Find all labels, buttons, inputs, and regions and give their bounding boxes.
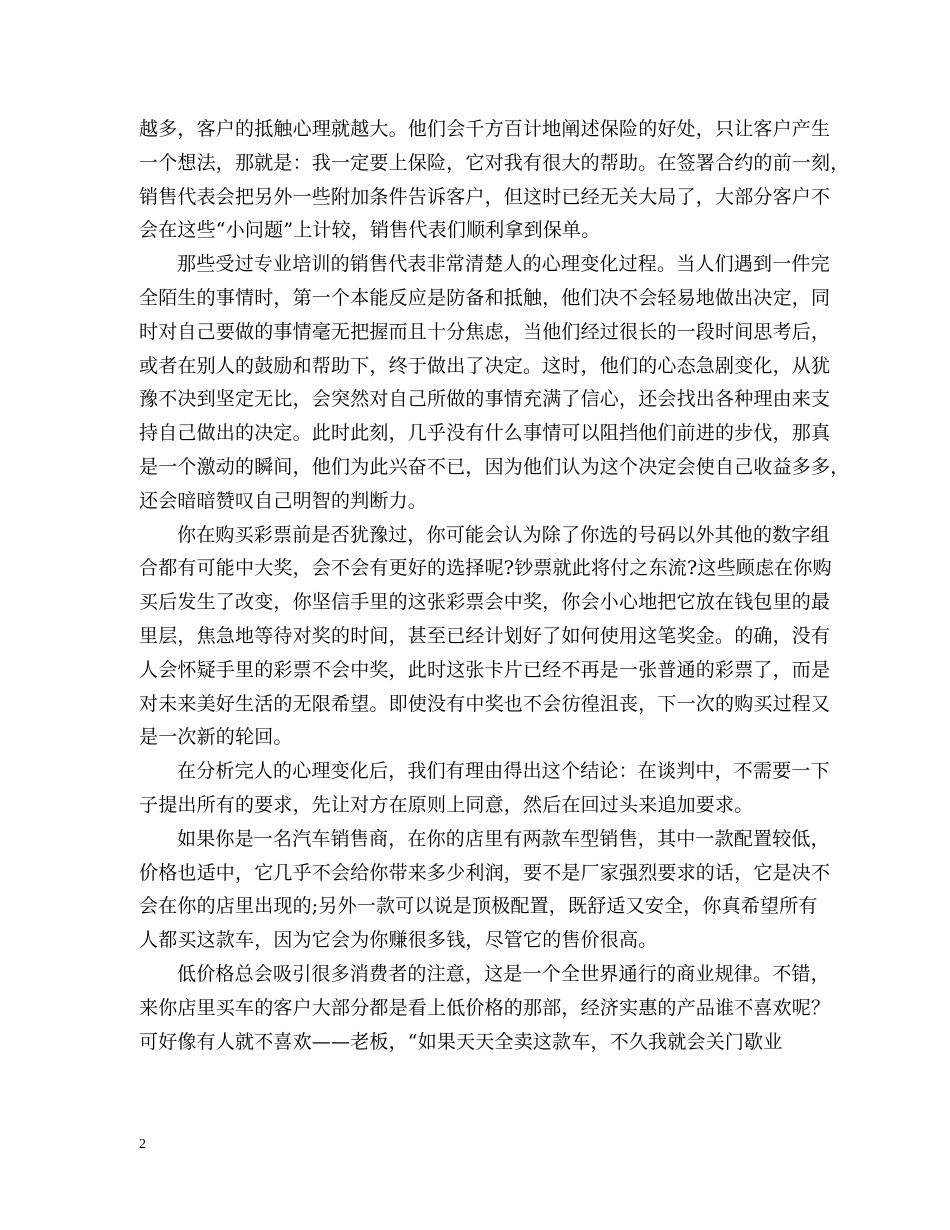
paragraph-line: 时对自己要做的事情毫无把握而且十分焦虑，当他们经过很长的一段时间思考后，: [139, 321, 831, 343]
paragraph-line: 或者在别人的鼓励和帮助下，终于做出了决定。这时，他们的心态急剧变化，从犹: [139, 355, 831, 377]
paragraph-line: 可好像有人就不喜欢——老板，“如果天天全卖这款车，不久我就会关门歇业: [139, 1031, 783, 1053]
paragraph-line: 合都有可能中大奖，会不会有更好的选择呢?钞票就此将付之东流?这些顾虑在你购: [139, 557, 832, 579]
paragraph-line: 对未来美好生活的无限希望。即使没有中奖也不会彷徨沮丧，下一次的购买过程又: [139, 693, 831, 715]
paragraph-line: 会在这些“小问题”上计较，销售代表们顺利拿到保单。: [139, 219, 601, 241]
paragraph-line: 越多，客户的抵触心理就越大。他们会千方百计地阐述保险的好处，只让客户产生: [139, 118, 831, 140]
page-number: 2: [139, 1137, 146, 1152]
paragraph-line: 销售代表会把另外一些附加条件告诉客户，但这时已经无关大局了，大部分客户不: [139, 186, 831, 208]
paragraph-line: 豫不决到坚定无比，会突然对自己所做的事情充满了信心，还会找出各种理由来支: [139, 388, 831, 410]
paragraph-line: 你在购买彩票前是否犹豫过，你可能会认为除了你选的号码以外其他的数字组: [177, 524, 830, 546]
paragraph-line: 如果你是一名汽车销售商，在你的店里有两款车型销售，其中一款配置较低，: [177, 828, 830, 850]
paragraph-line: 人都买这款车，因为它会为你赚很多钱，尽管它的售价很高。: [139, 929, 658, 951]
paragraph-line: 来你店里买车的客户大部分都是看上低价格的那部，经济实惠的产品谁不喜欢呢？: [139, 997, 831, 1019]
paragraph-line: 里层，焦急地等待对奖的时间，甚至已经计划好了如何使用这笔奖金。的确，没有: [139, 625, 831, 647]
paragraph-line: 还会暗暗赞叹自己明智的判断力。: [139, 490, 428, 512]
paragraph-line: 会在你的店里出现的;另外一款可以说是顶极配置，既舒适又安全，你真希望所有: [139, 895, 818, 917]
paragraph-line: 人会怀疑手里的彩票不会中奖，此时这张卡片已经不再是一张普通的彩票了，而是: [139, 659, 831, 681]
paragraph-line: 一个想法，那就是：我一定要上保险，它对我有很大的帮助。在签署合约的前一刻，: [139, 152, 850, 174]
paragraph-line: 是一次新的轮回。: [139, 726, 293, 748]
paragraph-line: 是一个激动的瞬间，他们为此兴奋不已，因为他们认为这个决定会使自己收益多多，: [139, 456, 850, 478]
paragraph-line: 买后发生了改变，你坚信手里的这张彩票会中奖，你会小心地把它放在钱包里的最: [139, 591, 831, 613]
paragraph-line: 价格也适中，它几乎不会给你带来多少利润，要不是厂家强烈要求的话，它是决不: [139, 862, 831, 884]
paragraph-line: 子提出所有的要求，先让对方在原则上同意，然后在回过头来追加要求。: [139, 794, 754, 816]
paragraph-line: 在分析完人的心理变化后，我们有理由得出这个结论：在谈判中，不需要一下: [177, 760, 830, 782]
paragraph-line: 全陌生的事情时，第一个本能反应是防备和抵触，他们决不会轻易地做出决定，同: [139, 287, 831, 309]
paragraph-line: 持自己做出的决定。此时此刻，几乎没有什么事情可以阻挡他们前进的步伐，那真: [139, 422, 831, 444]
paragraph-line: 那些受过专业培训的销售代表非常清楚人的心理变化过程。当人们遇到一件完: [177, 253, 830, 275]
paragraph-line: 低价格总会吸引很多消费者的注意，这是一个全世界通行的商业规律。不错，: [177, 963, 830, 985]
